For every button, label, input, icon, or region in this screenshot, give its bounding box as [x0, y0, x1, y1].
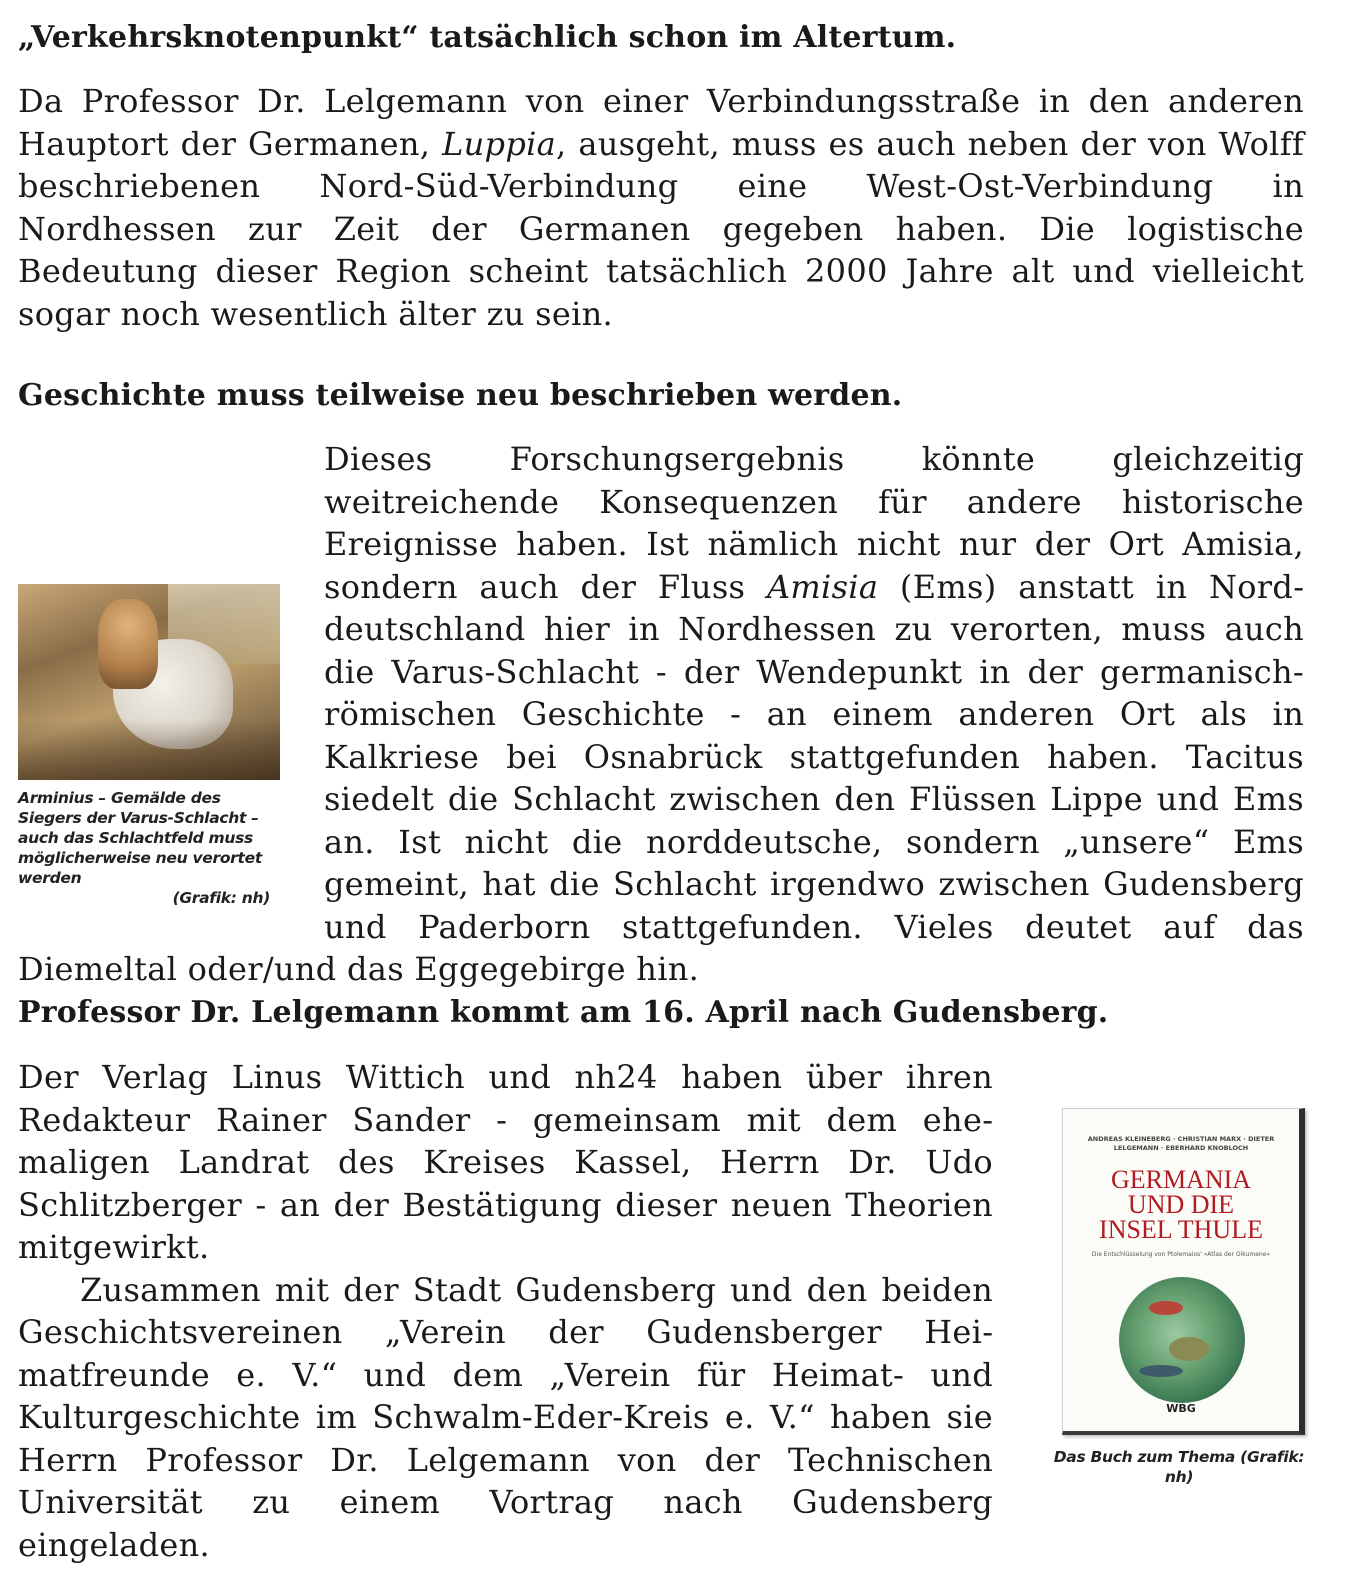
arminius-painting-image — [18, 584, 280, 780]
globe-map-illustration — [1119, 1277, 1245, 1403]
arminius-caption — [18, 788, 280, 908]
section-heading-traffic-hub: „Verkehrsknotenpunkt“ tatsächlich schon im Altertum. — [18, 20, 957, 55]
book-title-line: UND DIE — [1127, 1190, 1235, 1219]
section-heading-lecture: Professor Dr. Lelgemann kommt am 16. April nach Gudensberg. — [18, 995, 1109, 1030]
book-figure — [1048, 1108, 1310, 1487]
book-title — [1071, 1167, 1291, 1242]
publisher-logo: WBG — [1166, 1402, 1196, 1415]
text-run: Dieses Forschungsergebnis könnte gleichzeitig weitreichende Konsequenzen für andere historische Ereignisse haben. Ist nämlich nicht nur der Ort Amisia, sondern auch der Fluss — [324, 440, 1304, 606]
book-title-line: GERMANIA — [1110, 1165, 1252, 1194]
paragraph-connection-road — [18, 80, 1304, 335]
book-authors: ANDREAS KLEINEBERG · CHRISTIAN MARX · DIETER LELGEMANN · EBERHARD KNOBLOCH — [1087, 1135, 1275, 1152]
book-cover-image — [1062, 1108, 1305, 1435]
paragraph-publisher: Der Verlag Linus Wittich und nh24 haben über ihren Redakteur Rainer Sander - gemeinsam mit dem ehemaligen Landrat des Kreises Kassel, Herrn Dr. Udo Schlitzberger - an der Bestätigung dieser neuen Theorien mitgewirkt. — [18, 1058, 993, 1266]
paragraph-block-lecture — [18, 1056, 993, 1566]
rider-shape — [98, 599, 158, 689]
emphasis-luppia: Luppia — [442, 124, 557, 163]
text-run: , ausgeht, muss es auch neben der von Wolff beschriebenen Nord-Süd-Verbindung eine West-Ost-Verbindung in Nordhessen zur Zeit der Germanen gegeben haben. Die logistische Bedeutung dieser Region scheint tatsächlich 2000 Jahre alt und vielleicht sogar noch wesentlich älter zu sein. — [18, 124, 1304, 333]
caption-credit: (Grafik: nh) — [172, 889, 270, 907]
paragraph-invitation: Zusammen mit der Stadt Gudensberg und den beiden Geschichtsvereinen „Verein der Gudensberger Heimatfreunde e. V.“ und dem „Verein für Heimat- und Kulturgeschichte im Schwalm-Eder-Kreis e. V.“ haben sie Herrn Professor Dr. Lelgemann von der Technischen Universität zu einem Vortrag nach Gudensberg eingeladen. — [18, 1270, 993, 1564]
emphasis-amisia: Amisia — [766, 567, 879, 606]
book-caption: Das Buch zum Thema (Grafik: nh) — [1053, 1448, 1305, 1486]
section-heading-history-rewritten: Geschichte muss teilweise neu beschrieben werden. — [18, 378, 903, 413]
book-subtitle: Die Entschlüsselung von Ptolemaios' »Atlas der Oikumene« — [1091, 1251, 1271, 1258]
arminius-figure — [18, 582, 308, 934]
caption-text: Arminius – Gemälde des Siegers der Varus-Schlacht – auch das Schlachtfeld muss möglicherweise neu verortet werden — [18, 789, 262, 887]
book-title-line: INSEL THULE — [1099, 1215, 1263, 1244]
text-run: Da Professor Dr. Lelgemann von einer Verbindungsstraße in den anderen Hauptort der Germanen, — [18, 82, 1304, 163]
text-run: (Ems) anstatt in Norddeutschland hier in Nordhessen zu verorten, muss auch die Varus-Schlacht - der Wendepunkt in der germanisch-römischen Geschichte - an einem anderen Ort als in Kalkriese bei Osnabrück stattgefunden haben. Tacitus siedelt die Schlacht zwischen den Flüssen Lippe und Ems an. Ist nicht die norddeutsche, sondern „unsere“ Ems gemeint, hat die Schlacht irgendwo zwischen Gudensberg und Paderborn stattgefunden. Vieles deutet auf das Diemeltal oder/und das Eggegebirge hin. — [18, 567, 1304, 988]
